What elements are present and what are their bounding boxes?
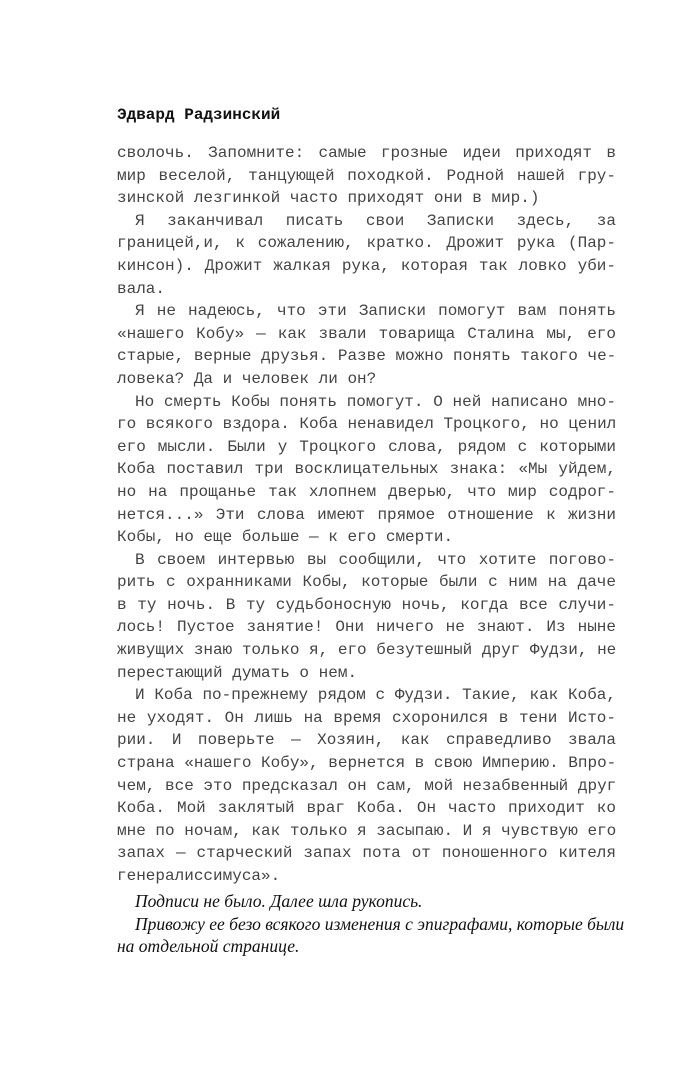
- paragraph: [117, 684, 616, 887]
- text-line: мир веселой, танцующей походкой. Родной нашей гру-: [117, 166, 616, 185]
- text-line: Подписи не было. Далее шла рукопись.: [135, 891, 423, 911]
- paragraph: [117, 913, 625, 958]
- text-line: вала.: [117, 279, 166, 298]
- paragraph: [117, 210, 616, 300]
- editorial-note: [117, 890, 625, 958]
- text-line: чем, все это предсказал он сам, мой незабвенный друг: [117, 776, 617, 795]
- text-line: мне по ночам, как только я засыпаю. И я чувствую его: [117, 821, 617, 840]
- text-line: перестающий думать о нем.: [117, 663, 358, 682]
- text-line: Но смерть Кобы понять помогут. О ней написано мно-: [135, 392, 616, 411]
- text-line: не уходят. Он лишь на время схоронился в тени Исто-: [117, 708, 616, 727]
- paragraph: [117, 549, 616, 685]
- text-line: зинской лезгинкой часто приходят они в мир.): [117, 189, 540, 208]
- text-line: Я не надеюсь, что эти Записки помогут вам понять: [135, 302, 616, 321]
- paragraph: [117, 300, 616, 390]
- text-line: кинсон). Дрожит жалкая рука, которая так ловко уби-: [117, 256, 616, 275]
- text-line: старые, верные друзья. Разве можно понять такого че-: [117, 347, 617, 366]
- text-line: Я заканчивал писать свои Записки здесь, за: [135, 211, 616, 230]
- text-line: запах — старческий запах пота от поношенного кителя: [117, 844, 616, 863]
- text-line: Коба. Мой заклятый враг Коба. Он часто приходит ко: [117, 799, 616, 818]
- text-line: живущих знаю только я, его безутешный друг Фудзи, не: [117, 641, 617, 660]
- text-line: ловека? Да и человек ли он?: [117, 369, 377, 388]
- running-header-author: Эдвард Радзинский: [117, 106, 281, 124]
- text-line: страна «нашего Кобу», вернется в свою Империю. Впро-: [117, 754, 617, 773]
- text-line: но на прощанье так хлопнем дверью, что мир содрог-: [117, 482, 616, 501]
- paragraph: [117, 391, 616, 549]
- body-text: [117, 142, 616, 888]
- text-line: рить с охранниками Кобы, которые были с ним на даче: [117, 573, 616, 592]
- paragraph: [117, 142, 616, 210]
- text-line: го всякого вздора. Коба ненавидел Троцкого, но ценил: [117, 415, 617, 434]
- text-line: Кобы, но еще больше — к его смерти.: [117, 528, 454, 547]
- text-line: «нашего Кобу» — как звали товарища Сталина мы, его: [117, 324, 616, 343]
- text-line: рии. И поверьте — Хозяин, как справедливо звала: [117, 731, 616, 750]
- text-line: лось! Пустое занятие! Они ничего не знают. Из ныне: [117, 618, 616, 637]
- text-line: сволочь. Запомните: самые грозные идеи приходят в: [117, 144, 616, 162]
- text-line: его мысли. Были у Троцкого слова, рядом с которыми: [117, 437, 616, 456]
- text-line: В своем интервью вы сообщили, что хотите погово-: [135, 550, 616, 569]
- text-line: в ту ночь. В ту судьбоносную ночь, когда все случи-: [117, 595, 616, 614]
- text-line: Коба поставил три восклицательных знака: «Мы уйдем,: [117, 460, 616, 479]
- text-line: границей,и, к сожалению, кратко. Дрожит рука (Пар-: [117, 234, 616, 253]
- text-line: на отдельной странице.: [117, 936, 300, 956]
- text-line: нется...» Эти слова имеют прямое отношение к жизни: [117, 505, 616, 524]
- text-line: И Коба по-прежнему рядом с Фудзи. Такие, как Коба,: [135, 686, 616, 705]
- paragraph: [117, 890, 616, 913]
- text-line: генералиссимуса».: [117, 867, 281, 885]
- text-line: Привожу ее безо всякого изменения с эпиграфами, которые были: [135, 913, 625, 934]
